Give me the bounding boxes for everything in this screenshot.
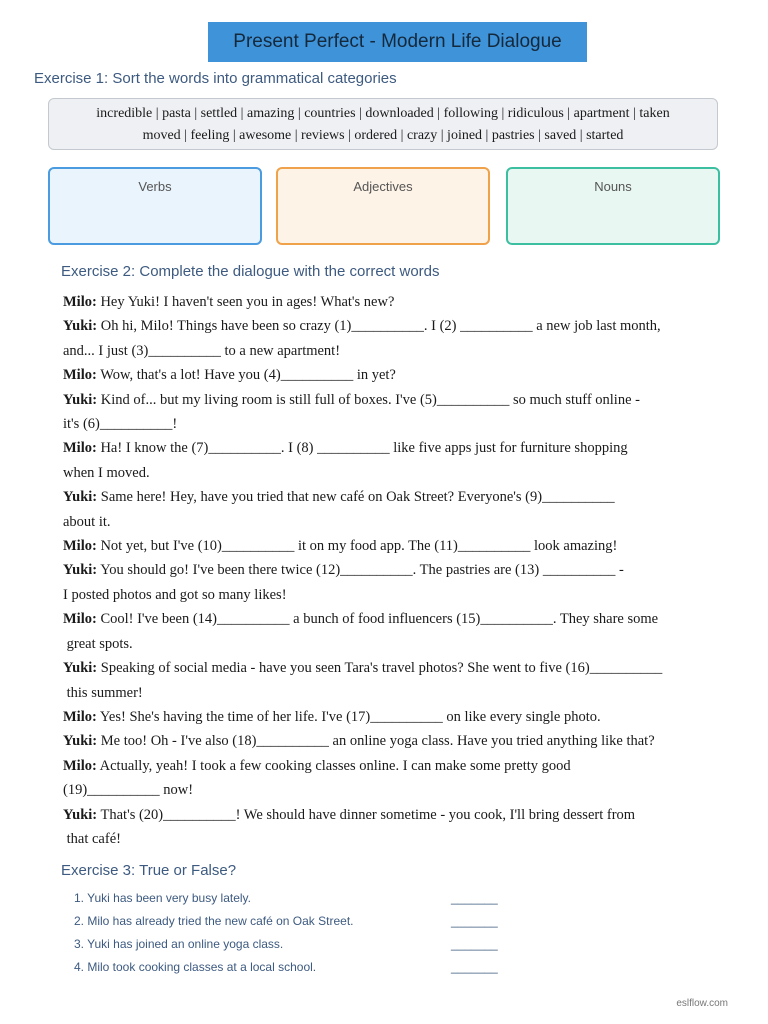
dialogue-text: (19)__________ now! <box>63 782 194 799</box>
dialogue-line <box>63 778 723 802</box>
category-label-nouns: Nouns <box>594 179 632 194</box>
exercise3-heading: Exercise 3: True or False? <box>61 862 237 879</box>
dialogue-text: That's (20)__________! We should have dinner sometime - you cook, I'll bring dessert from <box>97 806 636 823</box>
dialogue-text: Same here! Hey, have you tried that new café on Oak Street? Everyone's (9)__________ <box>97 489 615 506</box>
speaker-name: Milo: <box>63 440 97 457</box>
dialogue-line <box>63 534 723 558</box>
dialogue-line <box>63 656 723 680</box>
tf-answer-blank-3[interactable]: _______ <box>451 937 498 951</box>
exercise2-heading: Exercise 2: Complete the dialogue with the correct words <box>61 263 440 280</box>
dialogue-line <box>63 583 723 607</box>
tf-item-1: 1. Yuki has been very busy lately. <box>74 891 251 905</box>
word-bank-line-2: moved | feeling | awesome | reviews | ordered | crazy | joined | pastries | saved | started <box>142 128 624 143</box>
dialogue-line <box>63 558 723 582</box>
category-box-verbs[interactable] <box>48 167 262 245</box>
dialogue-line <box>63 803 723 827</box>
speaker-name: Milo: <box>63 708 97 725</box>
category-label-verbs: Verbs <box>138 179 172 194</box>
dialogue-text: Actually, yeah! I took a few cooking classes online. I can make some pretty good <box>96 757 571 774</box>
dialogue-line <box>63 754 723 778</box>
speaker-name: Yuki: <box>63 318 98 335</box>
dialogue-text: great spots. <box>63 635 133 652</box>
dialogue-line <box>63 681 723 705</box>
dialogue-line <box>63 485 723 509</box>
speaker-name: Milo: <box>63 538 97 555</box>
tf-answer-blank-1[interactable]: _______ <box>451 891 498 905</box>
dialogue-text: that café! <box>63 830 121 847</box>
dialogue-line <box>63 607 723 631</box>
dialogue-text: Wow, that's a lot! Have you (4)__________ in yet? <box>96 367 396 384</box>
speaker-name: Yuki: <box>63 391 98 408</box>
speaker-name: Milo: <box>63 294 97 310</box>
dialogue-line <box>63 314 723 338</box>
exercise1-heading: Exercise 1: Sort the words into grammatical categories <box>34 70 397 87</box>
dialogue-line <box>63 632 723 656</box>
dialogue-line <box>63 436 723 460</box>
dialogue-line <box>63 339 723 363</box>
speaker-name: Milo: <box>63 757 97 774</box>
tf-answer-blank-2[interactable]: _______ <box>451 914 498 928</box>
dialogue-text: I posted photos and got so many likes! <box>63 586 287 603</box>
speaker-name: Yuki: <box>63 489 98 506</box>
dialogue-line <box>63 363 723 387</box>
speaker-name: Yuki: <box>63 660 98 677</box>
page-title: Present Perfect - Modern Life Dialogue <box>208 22 587 62</box>
dialogue-line <box>63 827 723 851</box>
dialogue-line <box>63 510 723 534</box>
speaker-name: Yuki: <box>63 806 98 823</box>
dialogue-text: Ha! I know the (7)__________. I (8) __________ like five apps just for furniture shopping <box>96 440 628 457</box>
tf-answer-blank-4[interactable]: _______ <box>451 960 498 974</box>
category-box-adjectives[interactable] <box>276 167 490 245</box>
dialogue-line <box>63 705 723 729</box>
dialogue-text: and... I just (3)__________ to a new apartment! <box>63 342 341 359</box>
speaker-name: Milo: <box>63 367 97 384</box>
dialogue-text: You should go! I've been there twice (12)__________. The pastries are (13) __________ - <box>97 562 624 579</box>
dialogue-line <box>63 729 723 753</box>
dialogue-line <box>63 461 723 485</box>
tf-item-3: 3. Yuki has joined an online yoga class. <box>74 937 284 951</box>
dialogue <box>63 290 723 851</box>
dialogue-text: Me too! Oh - I've also (18)__________ an online yoga class. Have you tried anything like that? <box>97 733 655 750</box>
dialogue-line <box>63 388 723 412</box>
dialogue-text: Kind of... but my living room is still full of boxes. I've (5)__________ so much stuff online - <box>97 391 640 408</box>
dialogue-text: about it. <box>63 513 111 530</box>
dialogue-text: Hey Yuki! I haven't seen you in ages! What's new? <box>96 294 395 310</box>
category-box-nouns[interactable] <box>506 167 720 245</box>
tf-item-4: 4. Milo took cooking classes at a local school. <box>74 960 317 974</box>
word-bank-line-1: incredible | pasta | settled | amazing | countries | downloaded | following | ridiculous | apartment | taken <box>96 106 670 121</box>
speaker-name: Yuki: <box>63 733 98 750</box>
dialogue-text: when I moved. <box>63 464 150 481</box>
dialogue-text: this summer! <box>63 684 143 701</box>
dialogue-text: Speaking of social media - have you seen Tara's travel photos? She went to five (16)__________ <box>97 660 663 677</box>
dialogue-text: Not yet, but I've (10)__________ it on my food app. The (11)__________ look amazing! <box>96 538 618 555</box>
category-label-adjectives: Adjectives <box>353 179 413 194</box>
dialogue-line <box>63 290 723 314</box>
dialogue-text: it's (6)__________! <box>63 416 178 433</box>
word-bank <box>48 98 718 150</box>
speaker-name: Milo: <box>63 611 97 628</box>
tf-item-2: 2. Milo has already tried the new café on Oak Street. <box>74 914 354 928</box>
dialogue-line <box>63 412 723 436</box>
dialogue-text: Yes! She's having the time of her life. I've (17)__________ on like every single photo. <box>96 708 601 725</box>
dialogue-text: Oh hi, Milo! Things have been so crazy (1)__________. I (2) __________ a new job last month, <box>97 318 661 335</box>
footer-credit: eslflow.com <box>676 998 728 1009</box>
speaker-name: Yuki: <box>63 562 98 579</box>
dialogue-text: Cool! I've been (14)__________ a bunch of food influencers (15)__________. They share some <box>96 611 659 628</box>
